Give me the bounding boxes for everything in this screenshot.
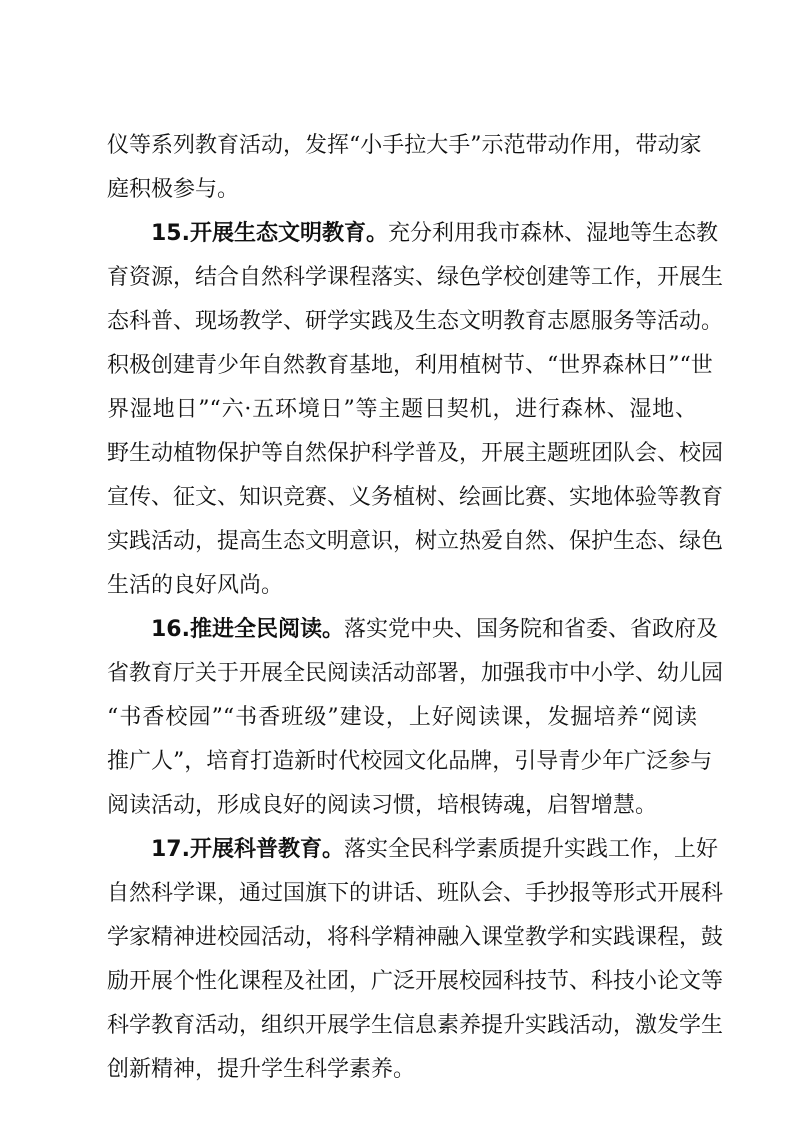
text-line: 学家精神进校园活动，将科学精神融入课堂教学和实践课程，鼓	[107, 925, 724, 950]
text-line: 庭积极参与。	[107, 177, 240, 202]
text-line: 生活的良好风尚。	[107, 573, 284, 598]
section-15-heading: 15.开展生态文明教育。	[151, 221, 388, 246]
text-line: 阅读活动，形成良好的阅读习惯，培根铸魂，启智增慧。	[107, 793, 658, 818]
section-16-heading: 16.推进全民阅读。	[151, 617, 344, 642]
section-16-first-line: 16.推进全民阅读。落实党中央、国务院和省委、省政府及	[151, 617, 718, 642]
text-line: 科学教育活动，组织开展学生信息素养提升实践活动，激发学生	[107, 1013, 724, 1038]
text-line: 创新精神，提升学生科学素养。	[107, 1057, 416, 1082]
text-line: 励开展个性化课程及社团，广泛开展校园科技节、科技小论文等	[107, 969, 724, 994]
text-line: 推广人”，培育打造新时代校园文化品牌，引导青少年广泛参与	[107, 749, 713, 774]
text-line: 仪等系列教育活动，发挥“小手拉大手”示范带动作用，带动家	[107, 133, 702, 158]
section-17-first-line: 17.开展科普教育。落实全民科学素质提升实践工作，上好	[151, 837, 718, 862]
text-line: 态科普、现场教学、研学实践及生态文明教育志愿服务等活动。	[107, 309, 724, 334]
text-line: 省教育厅关于开展全民阅读活动部署，加强我市中小学、幼儿园	[107, 661, 724, 686]
text-line: 宣传、征文、知识竞赛、义务植树、绘画比赛、实地体验等教育	[107, 485, 724, 510]
text-line: 积极创建青少年自然教育基地，利用植树节、“世界森林日”“世	[107, 353, 713, 378]
text-line: 育资源，结合自然科学课程落实、绿色学校创建等工作，开展生	[107, 265, 724, 290]
text-line: “书香校园”“书香班级”建设，上好阅读课，发掘培养“阅读	[107, 705, 697, 730]
text-line: 实践活动，提高生态文明意识，树立热爱自然、保护生态、绿色	[107, 529, 724, 554]
text-line: 自然科学课，通过国旗下的讲话、班队会、手抄报等形式开展科	[107, 881, 724, 906]
section-17-heading: 17.开展科普教育。	[151, 837, 344, 862]
section-15-first-line: 15.开展生态文明教育。充分利用我市森林、湿地等生态教	[151, 221, 718, 246]
text-line: 界湿地日”“六·五环境日”等主题日契机，进行森林、湿地、	[107, 397, 697, 422]
text-line: 野生动植物保护等自然保护科学普及，开展主题班团队会、校园	[107, 441, 724, 466]
